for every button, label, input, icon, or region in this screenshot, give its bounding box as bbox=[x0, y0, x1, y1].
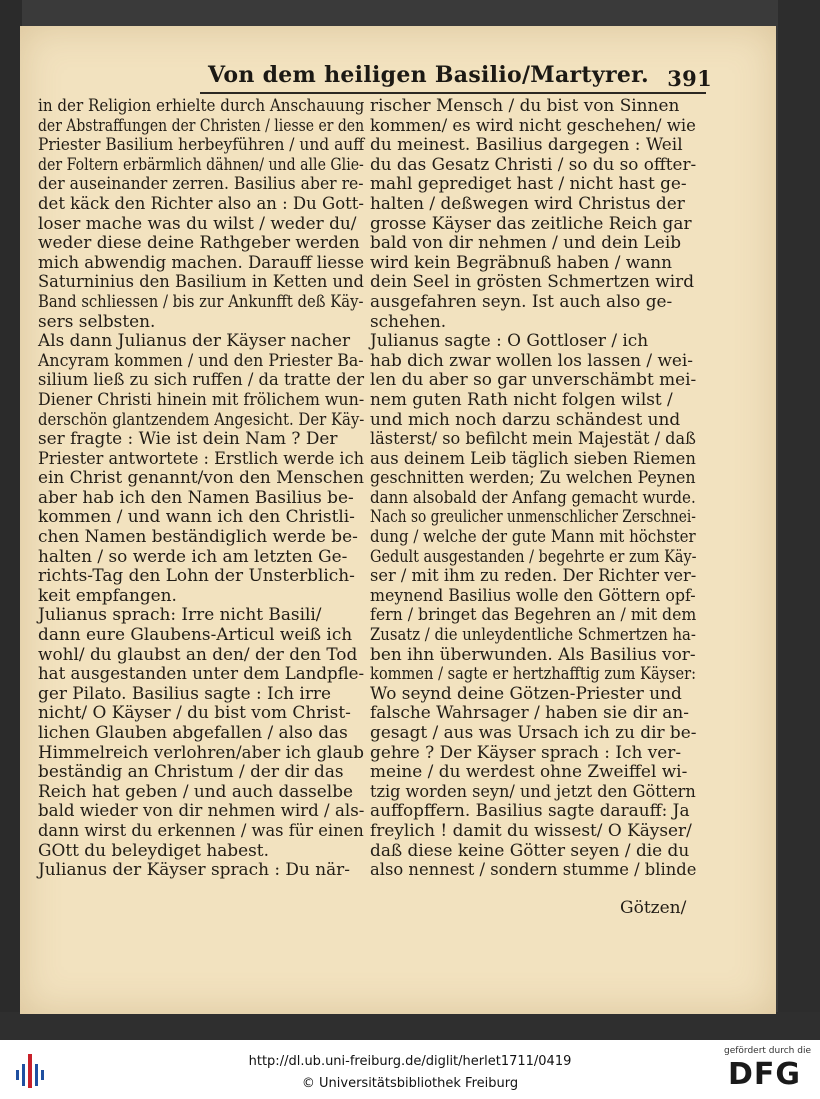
text-line: Priester antwortete : Erstlich werde ich bbox=[38, 448, 365, 469]
text-line: ben ihn überwunden. Als Basilius vor- bbox=[370, 644, 696, 665]
text-line: richts-Tag den Lohn der Unsterblich- bbox=[38, 566, 355, 587]
dfg-funding-label: gefördert durch die bbox=[724, 1046, 811, 1056]
text-line: Himmelreich verlohren/aber ich glaub bbox=[38, 742, 365, 763]
text-line: Wo seynd deine Götzen-Priester und bbox=[370, 683, 682, 704]
text-line: beständig an Christum / der dir das bbox=[38, 762, 344, 783]
text-line: daß diese keine Götter seyen / die du bbox=[370, 840, 690, 861]
text-line: freylich ! damit du wissest/ O Käyser/ bbox=[370, 820, 692, 841]
text-line: dung / welche der gute Mann mit höchster bbox=[370, 527, 696, 548]
text-line: lästerst/ so befilcht mein Majestät / daß bbox=[370, 429, 696, 450]
text-line: dann alsobald der Anfang gemacht wurde. bbox=[370, 487, 696, 508]
text-line: Gedult ausgestanden / begehrte er zum Käy- bbox=[370, 546, 697, 567]
text-line: du das Gesatz Christi / so du so offter- bbox=[370, 154, 697, 175]
text-line: Zusatz / die unleydentliche Schmertzen ha- bbox=[370, 625, 696, 646]
text-line: nicht/ O Käyser / du bist vom Christ- bbox=[38, 703, 351, 724]
text-line: GOtt du beleydiget habest. bbox=[38, 840, 269, 861]
text-line: der Foltern erbärmlich dähnen/ und alle Glie- bbox=[38, 154, 364, 175]
scan-border-left bbox=[0, 0, 22, 1040]
text-line: hab dich zwar wollen los lassen / wei- bbox=[370, 350, 694, 371]
text-line: schehen. bbox=[370, 311, 447, 332]
text-line: len du aber so gar unverschämbt mei- bbox=[370, 370, 697, 391]
text-line: silium ließ zu sich ruffen / da tratte der bbox=[38, 370, 365, 391]
header-rule bbox=[200, 92, 706, 94]
text-line: meynend Basilius wolle den Göttern opf- bbox=[370, 585, 696, 606]
text-line: Julianus der Käyser sprach : Du när- bbox=[38, 860, 350, 881]
text-line: Diener Christi hinein mit frölichem wun- bbox=[38, 389, 365, 410]
text-line: wohl/ du glaubst an den/ der den Tod bbox=[38, 644, 358, 665]
text-line: Ancyram kommen / und den Priester Ba- bbox=[38, 350, 364, 371]
text-line: derschön glantzendem Angesicht. Der Käy- bbox=[38, 409, 365, 430]
text-line: Nach so greulicher unmenschlicher Zerschnei- bbox=[370, 507, 696, 528]
text-line: ser / mit ihm zu reden. Der Richter ver- bbox=[370, 566, 697, 587]
text-line: nem guten Rath nicht folgen wilst / bbox=[370, 389, 673, 410]
text-line: weder diese deine Rathgeber werden bbox=[38, 233, 360, 254]
catchword: Götzen/ bbox=[620, 898, 687, 918]
text-line: dein Seel in grösten Schmertzen wird bbox=[370, 272, 695, 293]
text-line: bald von dir nehmen / und dein Leib bbox=[370, 233, 682, 254]
footer-bar bbox=[0, 1040, 820, 1099]
text-line: auffopffern. Basilius sagte darauff: Ja bbox=[370, 801, 690, 822]
text-line: hat ausgestanden unter dem Landpfle- bbox=[38, 664, 365, 685]
text-line: Als dann Julianus der Käyser nacher bbox=[38, 331, 351, 352]
text-line: det käck den Richter also an : Du Gott- bbox=[38, 193, 364, 214]
text-line: ser fragte : Wie ist dein Nam ? Der bbox=[38, 429, 338, 450]
text-line: Priester Basilium herbeyführen / und auff bbox=[38, 135, 365, 156]
running-head bbox=[200, 62, 720, 94]
text-line: mich abwendig machen. Darauff liesse bbox=[38, 252, 365, 273]
text-line: Julianus sagte : O Gottloser / ich bbox=[370, 331, 649, 352]
text-line: fern / bringet das Begehren an / mit dem bbox=[370, 605, 697, 626]
text-line: Saturninius den Basilium in Ketten und bbox=[38, 272, 364, 293]
text-line: ein Christ genannt/von den Menschen bbox=[38, 468, 364, 489]
permalink-url[interactable]: http://dl.ub.uni-freiburg.de/diglit/herlet1711/0419 bbox=[248, 1054, 572, 1069]
text-line: gehre ? Der Käyser sprach : Ich ver- bbox=[370, 742, 682, 763]
text-line: mahl geprediget hast / nicht hast ge- bbox=[370, 174, 687, 195]
text-line: Band schliessen / bis zur Ankunfft deß Käy- bbox=[38, 291, 364, 312]
text-line: tzig worden seyn/ und jetzt den Göttern bbox=[370, 781, 696, 802]
text-line: und mich noch darzu schändest und bbox=[370, 409, 681, 430]
text-line: du meinest. Basilius dargegen : Weil bbox=[370, 135, 683, 156]
text-line: falsche Wahrsager / haben sie dir an- bbox=[370, 703, 689, 724]
text-line: also nennest / sondern stumme / blinde bbox=[370, 860, 697, 881]
text-line: sers selbsten. bbox=[38, 311, 156, 332]
text-line: halten / so werde ich am letzten Ge- bbox=[38, 546, 348, 567]
scan-border-right bbox=[778, 0, 820, 1040]
text-line: rischer Mensch / du bist von Sinnen bbox=[370, 96, 680, 116]
text-line: dann wirst du erkennen / was für einen bbox=[38, 820, 364, 841]
text-line: lichen Glauben abgefallen / also das bbox=[38, 723, 348, 743]
text-line: Julianus sprach: Irre nicht Basili/ bbox=[38, 605, 322, 626]
page-number: 391 bbox=[667, 66, 712, 91]
text-line: bald wieder von dir nehmen wird / als- bbox=[38, 801, 365, 822]
text-line: dann eure Glaubens-Articul weiß ich bbox=[38, 625, 353, 646]
text-line: Reich hat geben / und auch dasselbe bbox=[38, 781, 354, 802]
text-line: keit empfangen. bbox=[38, 585, 177, 606]
text-line: kommen/ es wird nicht geschehen/ wie bbox=[370, 115, 696, 136]
text-line: aber hab ich den Namen Basilius be- bbox=[38, 487, 354, 508]
text-line: der Abstraffungen der Christen / liesse er den bbox=[38, 115, 365, 136]
copyright-notice: © Universitätsbibliothek Freiburg bbox=[301, 1076, 519, 1091]
text-line: kommen / und wann ich den Christli- bbox=[38, 507, 355, 528]
text-line: loser mache was du wilst / weder du/ bbox=[38, 213, 357, 234]
scan-border-bottom bbox=[0, 1012, 820, 1040]
text-line: gesagt / aus was Ursach ich zu dir be- bbox=[370, 723, 697, 743]
text-line: geschnitten werden; Zu welchen Peynen bbox=[370, 468, 696, 489]
text-column-right bbox=[370, 97, 698, 881]
text-line: chen Namen beständiglich werde be- bbox=[38, 527, 358, 548]
text-line: in der Religion erhielte durch Anschauung bbox=[38, 96, 365, 116]
text-line: halten / deßwegen wird Christus der bbox=[370, 193, 685, 214]
text-line: wird kein Begräbnuß haben / wann bbox=[370, 252, 673, 273]
text-line: aus deinem Leib täglich sieben Riemen bbox=[370, 448, 696, 469]
text-line: kommen / sagte er hertzhafftig zum Käyser: bbox=[370, 664, 697, 685]
text-line: meine / du werdest ohne Zweiffel wi- bbox=[370, 762, 688, 783]
text-line: grosse Käyser das zeitliche Reich gar bbox=[370, 213, 692, 234]
text-line: ger Pilato. Basilius sagte : Ich irre bbox=[38, 683, 331, 704]
dfg-logo[interactable]: DFG bbox=[728, 1057, 802, 1092]
text-line: der auseinander zerren. Basilius aber re- bbox=[38, 174, 364, 195]
running-title: Von dem heiligen Basilio/Martyrer. bbox=[208, 62, 649, 88]
text-column-left bbox=[38, 97, 366, 881]
text-line: ausgefahren seyn. Ist auch also ge- bbox=[370, 291, 673, 312]
